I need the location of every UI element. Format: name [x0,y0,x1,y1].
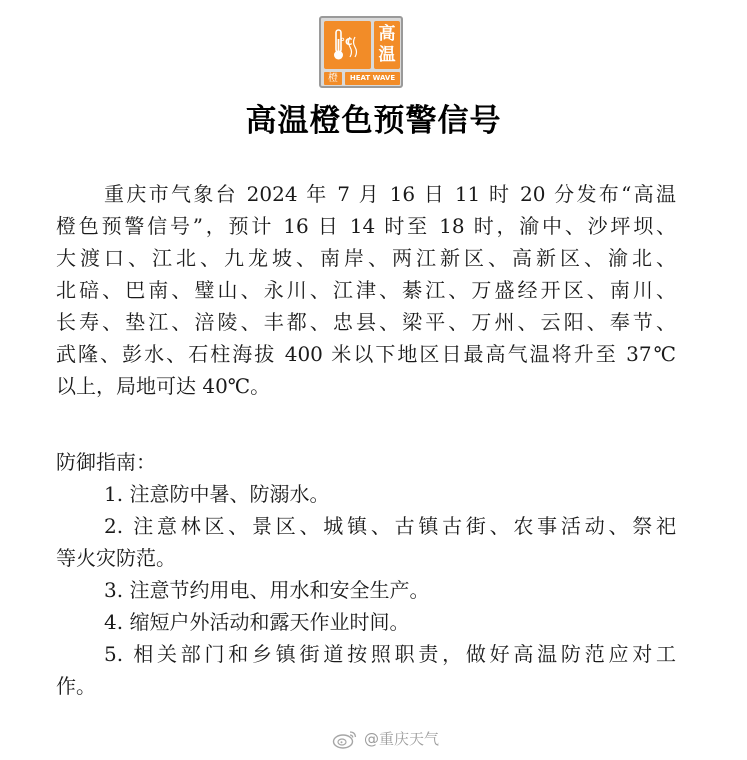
guide-heading: 防御指南： [56,450,156,474]
paragraph-line: 大渡口、江北、九龙坡、南岸、两江新区、高新区、渝北、 [56,246,676,270]
degree-symbol: °C [340,37,353,48]
badge-english-label: HEAT WAVE [345,72,400,85]
badge-label-top: 高 [378,24,396,44]
paragraph-line: 重庆市气象台 2024 年 7 月 16 日 11 时 20 分发布“高温 [104,182,676,206]
guide-item-4: 4. 缩短户外活动和露天作业时间。 [104,610,410,634]
badge-label-bottom: 温 [378,45,396,65]
weibo-watermark [332,728,439,749]
weibo-icon [332,729,358,749]
guide-item-3: 3. 注意节约用电、用水和安全生产。 [104,578,430,602]
heat-wave-warning-badge [319,16,403,88]
guide-item-1: 1. 注意防中暑、防溺水。 [104,482,330,506]
page-title: 高温橙色预警信号 [245,103,502,139]
paragraph-line: 以上，局地可达 40℃。 [56,374,271,398]
badge-label [374,21,400,69]
paragraph-line: 橙色预警信号”，预计 16 日 14 时至 18 时，渝中、沙坪坝、 [56,214,676,238]
guide-item-5-line-1: 5. 相关部门和乡镇街道按照职责，做好高温防范应对工 [104,642,676,666]
announcement-paragraph [56,178,676,402]
watermark-text: @重庆天气 [363,730,439,748]
defense-guide [56,446,676,702]
paragraph-line: 北碚、巴南、璧山、永川、江津、綦江、万盛经开区、南川、 [56,278,676,302]
paragraph-line: 武隆、彭水、石柱海拔 400 米以下地区日最高气温将升至 37℃ [56,342,676,366]
guide-item-2-line-1: 2. 注意林区、景区、城镇、古镇古街、农事活动、祭祀 [104,514,676,538]
badge-level-char: 橙 [324,72,342,85]
guide-item-5-line-2: 作。 [56,674,96,698]
badge-icon-panel [324,21,371,69]
guide-item-2-line-2: 等火灾防范。 [56,546,176,570]
paragraph-line: 长寿、垫江、涪陵、丰都、忠县、梁平、万州、云阳、奉节、 [56,310,676,334]
